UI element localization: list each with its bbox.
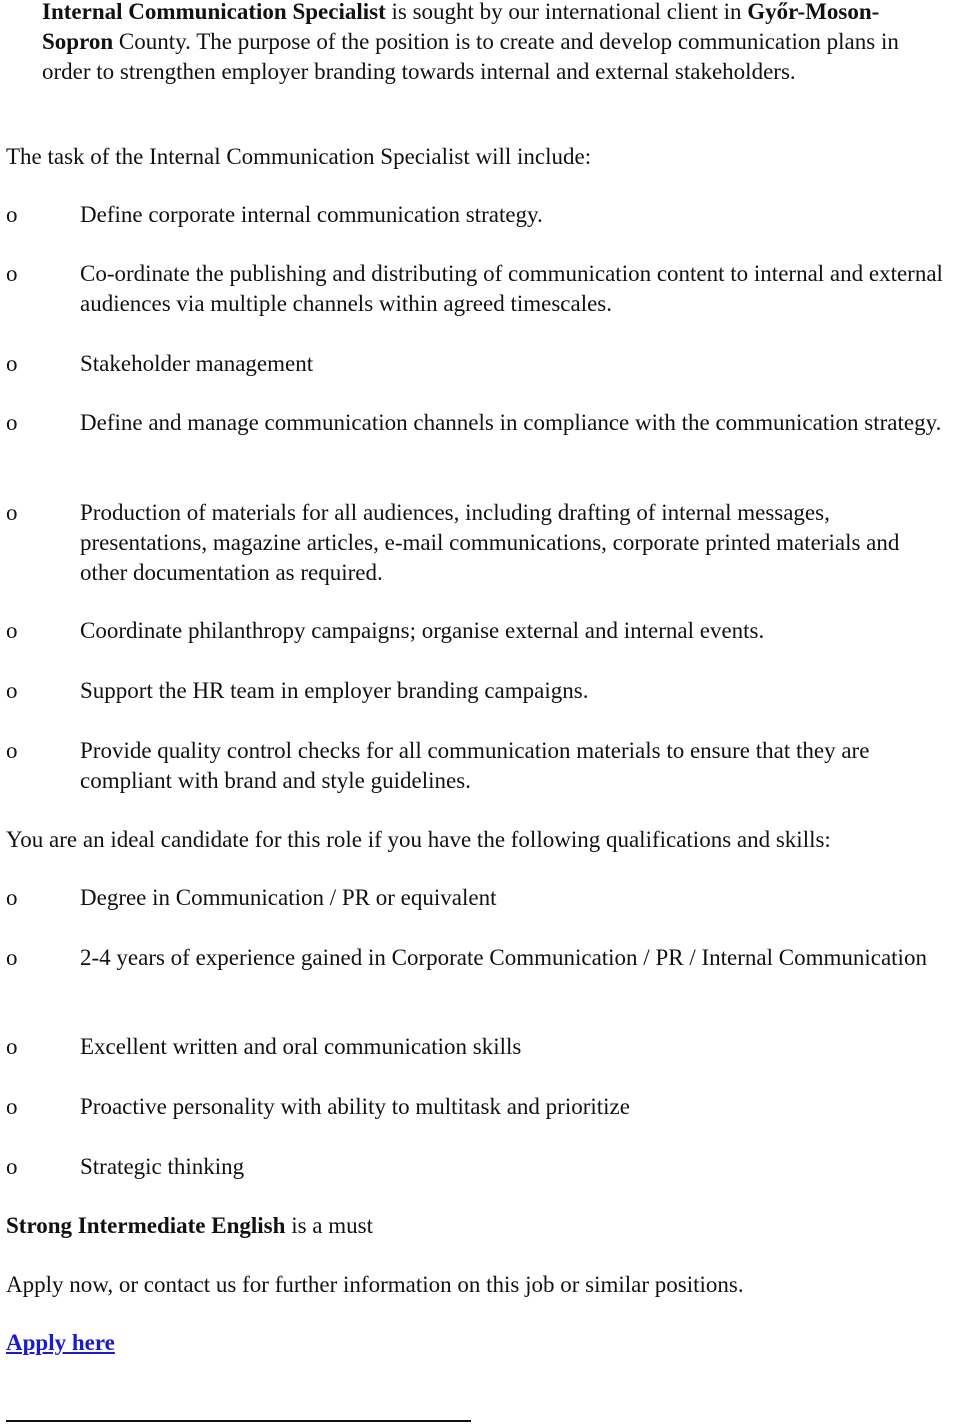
tasks-heading: The task of the Internal Communication Specialist will include: bbox=[6, 144, 592, 169]
qualification-text: Strategic thinking bbox=[80, 1154, 245, 1179]
bullet-icon: o bbox=[6, 1094, 18, 1119]
job-title: Internal Communication Specialist bbox=[42, 0, 386, 24]
bullet-icon: o bbox=[6, 261, 18, 286]
language-bold: Strong Intermediate English bbox=[6, 1213, 286, 1238]
qualifications-heading: You are an ideal candidate for this role if you have the following qualifications and skills: bbox=[6, 827, 831, 852]
bullet-icon: o bbox=[6, 885, 18, 910]
bullet-icon: o bbox=[6, 500, 18, 525]
qualification-text: 2-4 years of experience gained in Corporate Communication / PR / Internal Communication bbox=[80, 945, 927, 970]
qualification-text: Proactive personality with ability to multitask and prioritize bbox=[80, 1094, 630, 1119]
bullet-icon: o bbox=[6, 945, 18, 970]
bullet-icon: o bbox=[6, 678, 18, 703]
task-text: Support the HR team in employer branding campaigns. bbox=[80, 678, 589, 703]
bullet-icon: o bbox=[6, 351, 18, 376]
task-text: Production of materials for all audiences, including drafting of internal messages, presentations, magazine articles, e-mail communications, corporate printed materials and other documentation as required. bbox=[80, 500, 900, 585]
qualification-text: Excellent written and oral communication skills bbox=[80, 1034, 522, 1059]
language-requirement bbox=[6, 1211, 946, 1241]
task-text: Define and manage communication channels in compliance with the communication strategy. bbox=[80, 410, 942, 435]
apply-here-link[interactable]: Apply here bbox=[6, 1330, 115, 1355]
intro-text-a: is sought by our international client in bbox=[385, 0, 748, 24]
bullet-icon: o bbox=[6, 1154, 18, 1179]
intro-paragraph bbox=[42, 0, 912, 87]
county-name: Győr-Moson-Sopron bbox=[42, 0, 880, 54]
qualification-text: Degree in Communication / PR or equivalent bbox=[80, 885, 497, 910]
bullet-icon: o bbox=[6, 618, 18, 643]
task-text: Co-ordinate the publishing and distributing of communication content to internal and external audiences via multiple channels within agreed timescales. bbox=[80, 261, 943, 316]
task-text: Provide quality control checks for all communication materials to ensure that they are compliant with brand and style guidelines. bbox=[80, 738, 870, 793]
task-text: Stakeholder management bbox=[80, 351, 314, 376]
apply-link-row bbox=[6, 1328, 946, 1358]
language-rest: is a must bbox=[285, 1213, 373, 1238]
task-text: Define corporate internal communication strategy. bbox=[80, 202, 543, 227]
bullet-icon: o bbox=[6, 1034, 18, 1059]
footer-divider bbox=[6, 1420, 471, 1422]
bullet-icon: o bbox=[6, 202, 18, 227]
task-text: Coordinate philanthropy campaigns; organise external and internal events. bbox=[80, 618, 765, 643]
bullet-icon: o bbox=[6, 738, 18, 763]
apply-text: Apply now, or contact us for further information on this job or similar positions. bbox=[6, 1272, 744, 1297]
bullet-icon: o bbox=[6, 410, 18, 435]
intro-text-b: County. The purpose of the position is to create and develop communication plans in order to strengthen employer branding towards internal and external stakeholders. bbox=[42, 29, 899, 84]
